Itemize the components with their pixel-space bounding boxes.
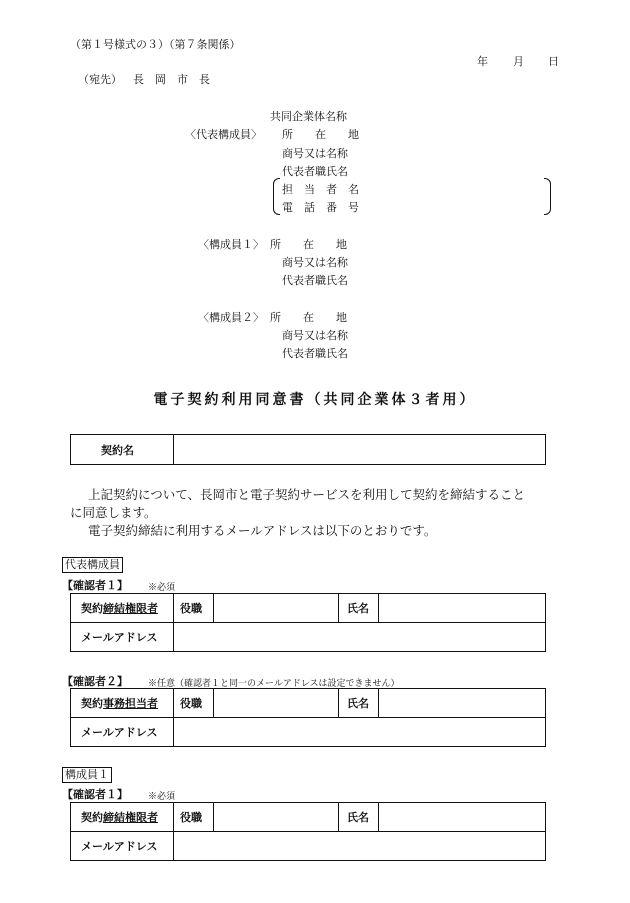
position-field[interactable] xyxy=(214,594,339,623)
member1-rep-label: 代表者職氏名 xyxy=(282,274,348,287)
position-label: 役職 xyxy=(174,803,214,832)
confirmer-2-heading: 【確認者２】 xyxy=(62,675,128,688)
representative-role: 〈代表構成員〉 xyxy=(185,128,262,141)
role-label: 契約事務担当者 xyxy=(71,689,174,718)
position-label: 役職 xyxy=(174,594,214,623)
member1-name-label: 商号又は名称 xyxy=(282,256,348,269)
section-label-representative: 代表構成員 xyxy=(62,557,123,573)
contact-bracket-right xyxy=(544,178,551,215)
role-label: 契約締結権限者 xyxy=(71,594,174,623)
rep-representative-label: 代表者職氏名 xyxy=(282,165,348,178)
form-number: （第１号様式の３）（第７条関係） xyxy=(70,38,241,51)
confirmer-1-heading: 【確認者１】 xyxy=(62,579,128,592)
member2-address-label: 所 在 地 xyxy=(270,311,347,324)
contract-name-table xyxy=(70,434,546,465)
body-line-1: 上記契約について、長岡市と電子契約サービスを利用して契約を締結すること xyxy=(88,487,526,502)
name-label: 氏名 xyxy=(339,803,379,832)
jv-name-label: 共同企業体名称 xyxy=(270,110,347,123)
position-label: 役職 xyxy=(174,689,214,718)
confirmer-2-note: ※任意（確認者１と同一のメールアドレスは設定できません） xyxy=(148,679,400,689)
document-title: 電子契約利用同意書（共同企業体３者用） xyxy=(153,392,477,408)
body-line-2: に同意します。 xyxy=(70,505,157,520)
section-label-member1: 構成員１ xyxy=(62,767,112,783)
name-field[interactable] xyxy=(379,689,546,718)
date-month-label: 月 xyxy=(513,55,524,68)
member1-confirmer-1-table xyxy=(70,802,546,861)
member2-name-label: 商号又は名称 xyxy=(282,329,348,342)
member2-role: 〈構成員２〉 xyxy=(198,311,264,324)
body-line-3: 電子契約締結に利用するメールアドレスは以下のとおりです。 xyxy=(88,523,437,538)
name-field[interactable] xyxy=(379,803,546,832)
member1-role: 〈構成員１〉 xyxy=(198,238,264,251)
member1-confirmer-1-note: ※必須 xyxy=(148,792,176,802)
member1-confirmer-1-heading: 【確認者１】 xyxy=(62,788,128,801)
email-label: メールアドレス xyxy=(71,718,174,747)
date-day-label: 日 xyxy=(548,55,559,68)
email-field[interactable] xyxy=(174,832,546,861)
role-label: 契約締結権限者 xyxy=(71,803,174,832)
email-label: メールアドレス xyxy=(71,832,174,861)
position-field[interactable] xyxy=(214,689,339,718)
email-field[interactable] xyxy=(174,718,546,747)
position-field[interactable] xyxy=(214,803,339,832)
rep-name-label: 商号又は名称 xyxy=(282,147,348,160)
member1-address-label: 所 在 地 xyxy=(270,238,347,251)
email-label: メールアドレス xyxy=(71,623,174,652)
email-field[interactable] xyxy=(174,623,546,652)
confirmer-1-table xyxy=(70,593,546,652)
addressee: 長 岡 市 長 xyxy=(133,73,210,86)
member2-rep-label: 代表者職氏名 xyxy=(282,347,348,360)
rep-address-label: 所 在 地 xyxy=(282,128,359,141)
name-label: 氏名 xyxy=(339,689,379,718)
name-field[interactable] xyxy=(379,594,546,623)
phone-label: 電 話 番 号 xyxy=(282,201,359,214)
contact-bracket-left xyxy=(273,178,280,215)
confirmer-2-table xyxy=(70,688,546,747)
contact-label: 担 当 者 名 xyxy=(282,183,359,196)
contract-name-field[interactable] xyxy=(174,435,546,465)
contract-name-label: 契約名 xyxy=(71,435,174,465)
addressee-label: （宛先） xyxy=(78,73,122,86)
date-year-label: 年 xyxy=(477,55,488,68)
confirmer-1-note: ※必須 xyxy=(148,583,176,593)
name-label: 氏名 xyxy=(339,594,379,623)
